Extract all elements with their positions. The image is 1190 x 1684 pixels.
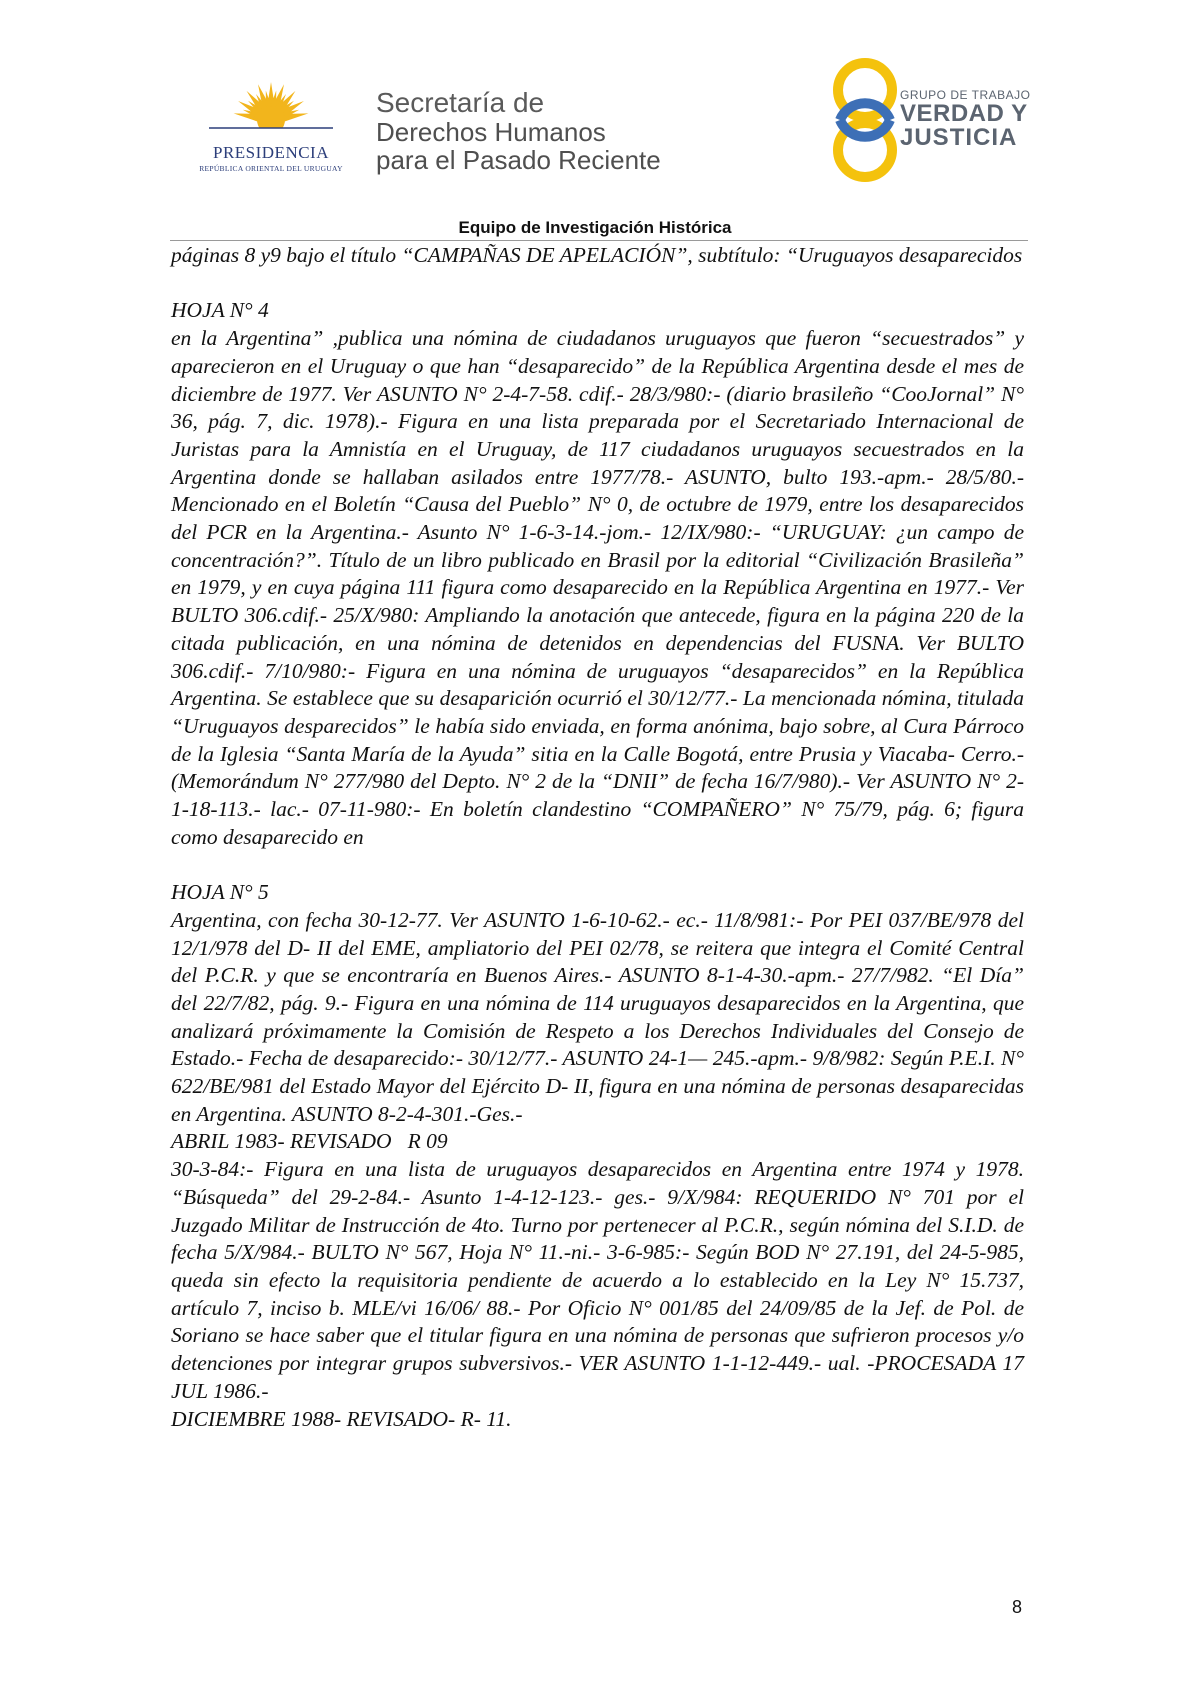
header-divider [170,240,1028,241]
rings-logo-icon [820,56,910,184]
grupo-line-3: JUSTICIA [900,124,1018,151]
sun-emblem-icon [196,80,346,146]
revision-december-1988: DICIEMBRE 1988- REVISADO- R- 11. [171,1406,512,1431]
grupo-line-1: GRUPO DE TRABAJO [900,88,1031,102]
hoja-5-heading: HOJA N° 5 [171,880,269,905]
presidencia-name: PRESIDENCIA [212,143,329,162]
secretaria-line-1: Secretaría de [376,87,545,118]
presidencia-subtitle: REPÚBLICA ORIENTAL DEL URUGUAY [199,164,343,173]
paragraph-gap [171,270,1024,298]
paragraph-gap [171,851,1024,879]
page-number: 8 [1012,1597,1023,1617]
secretaria-line-3: para el Pasado Reciente [376,145,661,175]
secretaria-line-2: Derechos Humanos [376,117,606,147]
hoja-4-paragraph: en la Argentina” ,publica una nómina de ciudadanos uruguayos que fueron “secuestrados” y aparecieron en el Uruguay o que han “desaparecido” de la República Argentina desde el mes de diciembre de 1977. Ver ASUNTO N° 2-4-7-58. cdif.- 28/3/980:- (diario brasileño “CooJornal” N° 36, pág. 7, dic. 1978).- Figura en una lista preparada por el Secretariado Internacional de Juristas para la Amnistía en el Uruguay, de 117 ciudadanos uruguayos secuestrados en la Argentina donde se hallaban asilados entre 1977/78.- ASUNTO, bulto 193.-apm.- 28/5/80.- Mencionado en el Boletín “Causa del Pueblo” N° 0, de octubre de 1979, entre los desaparecidos del PCR en la Argentina.- Asunto N° 1-6-3-14.-jom.- 12/IX/980:- “URUGUAY: ¿un campo de concentración?”. Título de un libro publicado en Brasil por la editorial “Civilización Brasileña” en 1979, y en cuya página 111 figura como desaparecido en la República Argentina en 1977.- Ver BULTO 306.cdif.- 25/X/980: Ampliando la anotación que antecede, figura en la página 220 de la citada publicación, en una nómina de detenidos en dependencias del FUSNA. Ver BULTO 306.cdif.- 7/10/980:- Figura en una nómina de uruguayos “desaparecidos” en la República Argentina. Se establece que su desaparición ocurrió el 30/12/77.- La mencionada nómina, titulada “Uruguayos desparecidos” le había sido enviada, en forma anónima, bajo sobre, al Cura Párroco de la Iglesia “Santa María de la Ayuda” sitia en la Calle Bogotá, entre Prusia y Viacaba- Cerro.- (Memorándum N° 277/980 del Depto. N° 2 de la “DNII” de fecha 16/7/980).- Ver ASUNTO N° 2-1-18-113.- lac.- 07-11-980:- En boletín clandestino “COMPAÑERO” N° 75/79, pág. 6; figura como desaparecido en [171,326,1024,849]
intro-paragraph: páginas 8 y9 bajo el título “CAMPAÑAS DE APELACIÓN”, subtítulo: “Uruguayos desaparecidos [171,243,1023,267]
hoja-4-heading: HOJA N° 4 [171,298,269,323]
document-body [171,242,1024,1433]
later-entries-paragraph: 30-3-84:- Figura en una lista de uruguayos desaparecidos en Argentina entre 1974 y 1978. “Búsqueda” del 29-2-84.- Asunto 1-4-12-123.- ges.- 9/X/984: REQUERIDO N° 701 por el Juzgado Militar de Instrucción de 4to. Turno por pertenecer al P.C.R., según nómina del S.I.D. de fecha 5/X/984.- BULTO N° 567, Hoja N° 11.-ni.- 3-6-985:- Según BOD N° 27.191, del 24-5-985, queda sin efecto la requisitoria pendiente de acuerdo a lo establecido en la Ley N° 15.737, artículo 7, inciso b. MLE/vi 16/06/ 88.- Por Oficio N° 001/85 del 24/09/85 de la Jef. de Pol. de Soriano se hace saber que el titular figura en una nómina de personas que sufrieron procesos y/o detenciones por integrar grupos subversivos.- VER ASUNTO 1-1-12-449.- ual. -PROCESADA 17 JUL 1986.- [171,1157,1024,1403]
grupo-trabajo-text [900,88,1030,150]
team-title: Equipo de Investigación Histórica [458,218,732,237]
hoja-5-paragraph: Argentina, con fecha 30-12-77. Ver ASUNTO 1-6-10-62.- ec.- 11/8/981:- Por PEI 037/BE/978 del 12/1/978 del D- II del EME, ampliatorio del PEI 02/78, se reitera que integra el Comité Central del P.C.R. y que se encontraría en Buenos Aires.- ASUNTO 8-1-4-30.-apm.- 27/7/982. “El Día” del 22/7/82, pág. 9.- Figura en una nómina de 114 uruguayos desaparecidos en la Argentina, que analizará próximamente la Comisión de Respeto a los Derechos Individuales del Consejo de Estado.- Fecha de desaparecido:- 30/12/77.- ASUNTO 24-1— 245.-apm.- 9/8/982: Según P.E.I. N° 622/BE/981 del Estado Mayor del Ejército D- II, figura en una nómina de personas desaparecidas en Argentina. ASUNTO 8-2-4-301.-Ges.- [171,907,1024,1126]
secretaria-logo-text [376,88,661,174]
revision-april-1983: ABRIL 1983- REVISADO R 09 [171,1129,448,1154]
grupo-line-2: VERDAD Y [900,100,1028,127]
presidencia-logo [196,80,356,180]
